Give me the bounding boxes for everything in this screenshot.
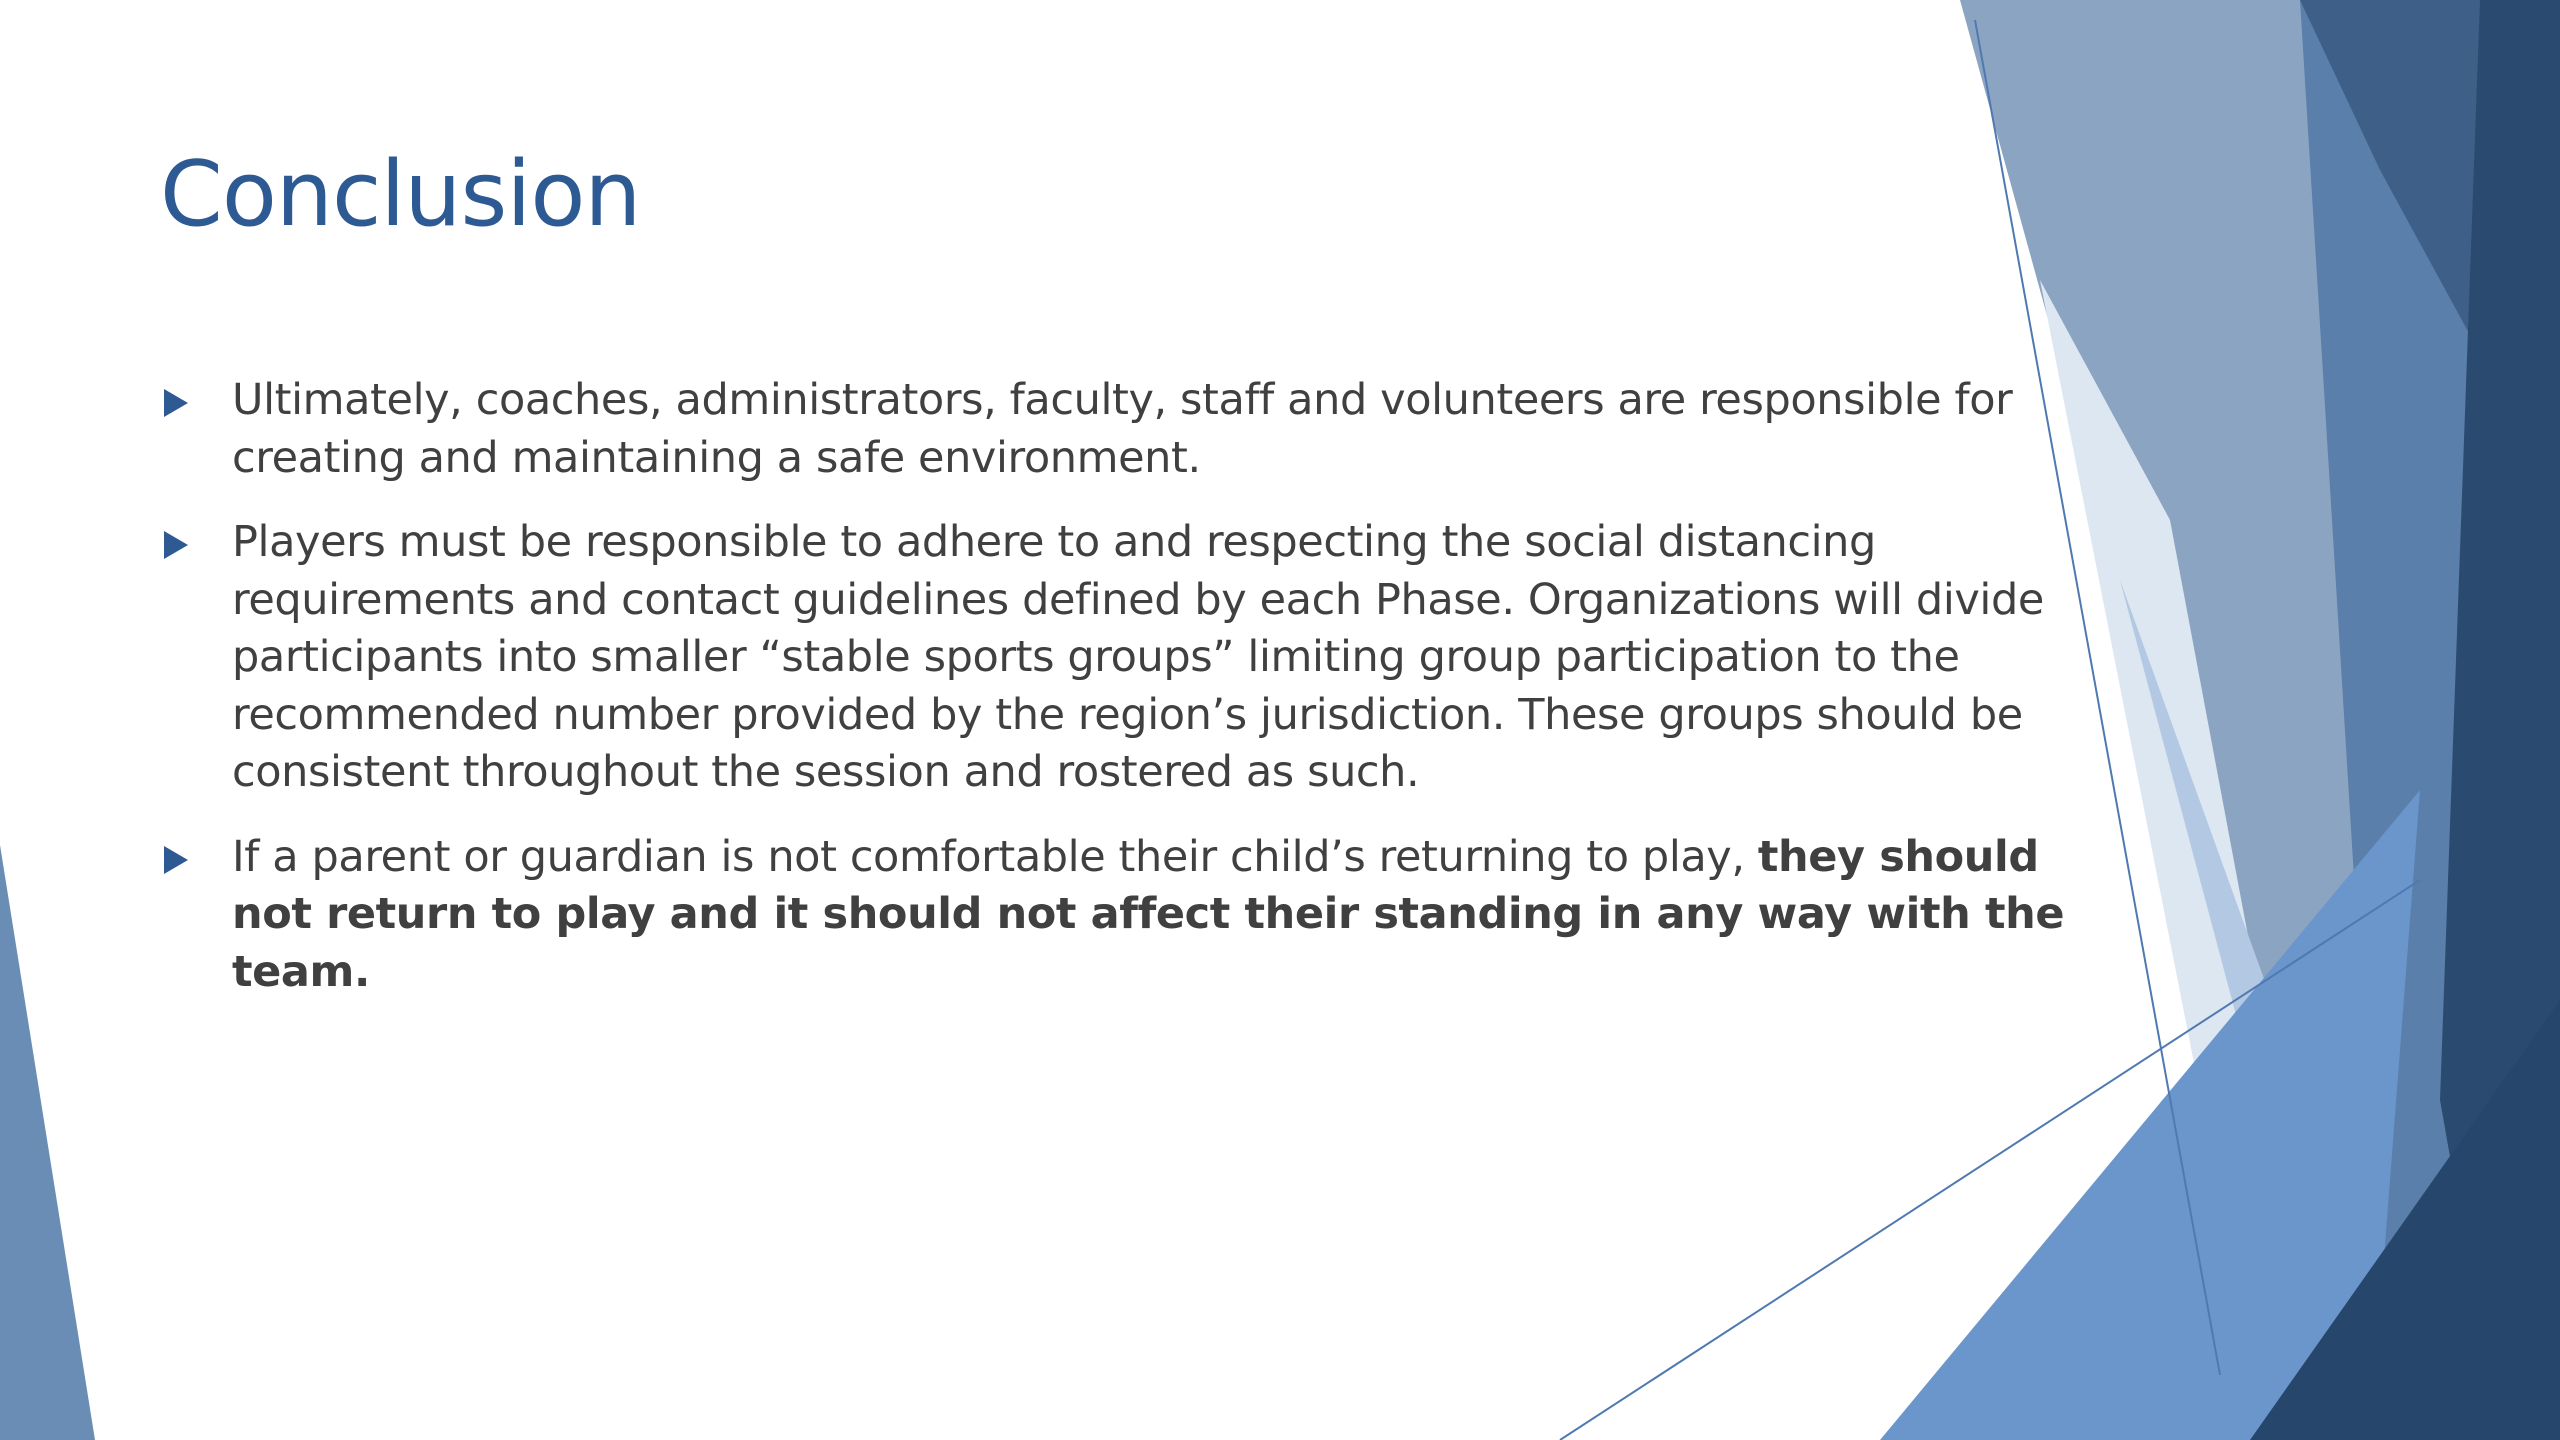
triangle-right-icon — [164, 846, 188, 874]
bullet-item — [160, 372, 2080, 487]
bullet-text: Players must be responsible to adhere to and respecting the social distancing requirements and contact guidelines defined by each Phase. Organizations will divide participants into smaller “stable sports groups” limiting group participation to the recommended number provided by the region’s jurisdiction. These groups should be consistent throughout the session and rostered as such. — [232, 517, 2044, 797]
bullet-text: If a parent or guardian is not comfortable their child’s returning to play, — [232, 831, 1758, 882]
bullet-text: Ultimately, coaches, administrators, faculty, staff and volunteers are responsible for creating and maintaining a safe environment. — [232, 375, 2013, 483]
bullet-item — [160, 514, 2080, 802]
triangle-right-icon — [164, 389, 188, 417]
left-facet-shape — [0, 845, 95, 1440]
bullet-bold-text: they should not return to play and it should not affect their standing in any way with the team. — [232, 831, 2065, 997]
bullet-item — [160, 829, 2080, 1002]
slide-title: Conclusion — [160, 142, 641, 247]
bullet-list — [160, 372, 2080, 1028]
triangle-right-icon — [164, 531, 188, 559]
